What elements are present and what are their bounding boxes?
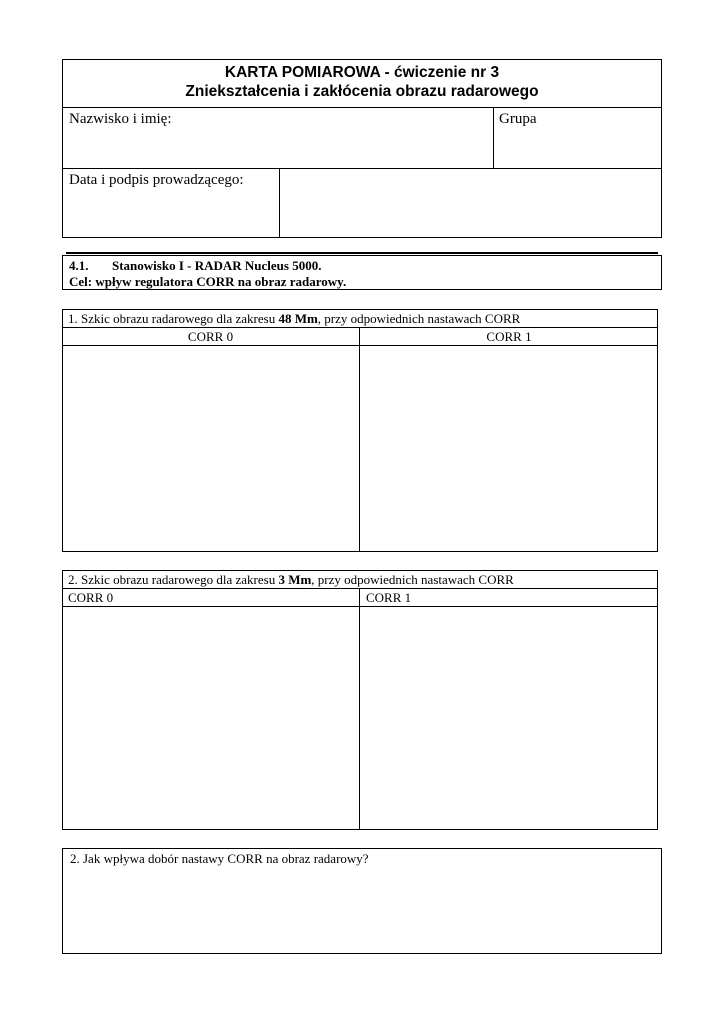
sketch2-title-divider [62,588,658,589]
sketch1-col-corr1: CORR 1 [486,329,532,344]
sketch2-area-corr1[interactable] [360,607,657,829]
name-row-divider [62,168,662,169]
sketch1-title: 1. Szkic obrazu radarowego dla zakresu 48 Mm, przy odpowiednich nastawach CORR [68,311,521,326]
name-label: Nazwisko i imię: [69,111,172,127]
sketch2-col-corr1: CORR 1 [366,590,412,605]
instructor-label: Data i podpis prowadzącego: [69,172,244,188]
section-number: 4.1. [69,258,89,273]
sketch2-area-corr0[interactable] [63,607,359,829]
page-title [62,63,662,101]
sketch1-area-corr0[interactable] [63,346,359,551]
group-label: Grupa [499,111,537,127]
sketch2-title: 2. Szkic obrazu radarowego dla zakresu 3 Mm, przy odpowiednich nastawach CORR [68,572,514,587]
section-station: Stanowisko I - RADAR Nucleus 5000. [112,258,322,273]
header-divider [62,107,662,108]
sketch1-title-divider [62,327,658,328]
title-line-1: KARTA POMIAROWA - ćwiczenie nr 3 [224,64,500,81]
section-top-rule [66,252,658,254]
group-cell-divider [493,107,494,169]
section-heading [69,258,659,290]
title-line-2: Zniekształcenia i zakłócenia obrazu radarowego [185,83,539,100]
question-text: 2. Jak wpływa dobór nastawy CORR na obraz radarowy? [70,851,369,866]
instructor-cell-divider [279,168,280,238]
sketch1-col-corr0: CORR 0 [187,329,234,344]
sketch1-area-corr1[interactable] [360,346,657,551]
section-goal: Cel: wpływ regulatora CORR na obraz radarowy. [69,274,347,289]
sketch2-col-corr0: CORR 0 [68,590,114,605]
